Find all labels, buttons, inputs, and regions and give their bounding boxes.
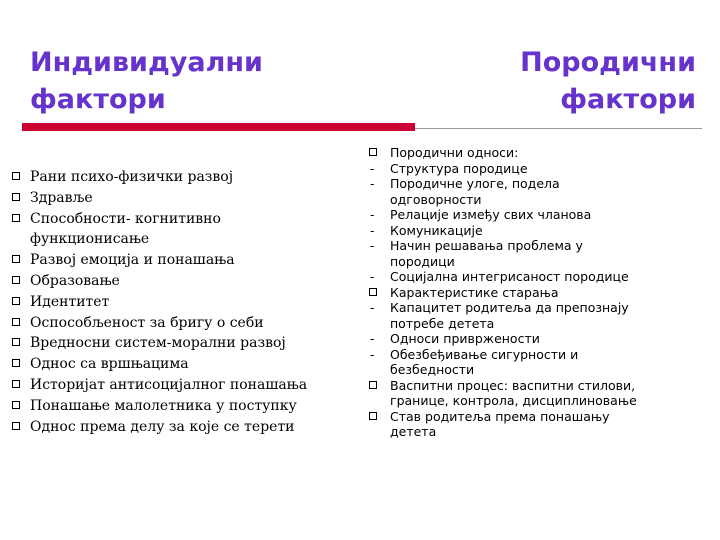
- left-list-item: [10, 417, 355, 438]
- list-item-text: Способности- когнитивно: [30, 210, 221, 227]
- left-title: [30, 44, 263, 118]
- right-list-item: [368, 161, 708, 177]
- left-title-line2: фактори: [30, 84, 166, 115]
- checkbox-bullet-icon: [12, 172, 20, 180]
- list-item-text: Здравље: [30, 189, 93, 206]
- list-item-text: Развој емоција и понашања: [30, 252, 235, 269]
- checkbox-bullet-icon: [12, 359, 20, 367]
- right-list-item: [368, 207, 708, 223]
- list-item-text: Однос према делу за које се терети: [30, 418, 295, 435]
- individual-factors-list: [10, 167, 355, 437]
- checkbox-bullet-icon: [12, 318, 20, 326]
- list-item-text: Обезбеђивање сигурности и: [390, 346, 579, 362]
- list-item-text: Породичне улоге, подела: [390, 176, 560, 191]
- right-title: [520, 44, 696, 118]
- right-list-item: [368, 331, 708, 347]
- list-item-text: Релације између свих чланова: [390, 207, 592, 222]
- left-list-item: [10, 375, 355, 396]
- left-list-item: [10, 209, 355, 251]
- list-item-text: безбедности: [390, 362, 475, 377]
- right-list-item: [368, 378, 708, 409]
- checkbox-bullet-icon: [12, 338, 20, 346]
- list-item-text: Структура породице: [390, 160, 528, 176]
- list-item-text: Социјална интегрисаност породице: [390, 269, 629, 284]
- list-item-text: Оспособљеност за бригу о себи: [30, 314, 264, 331]
- checkbox-bullet-icon: [369, 288, 377, 296]
- list-item-text: Односи привржености: [390, 331, 540, 346]
- list-item-text: Понашање малолетника у поступку: [30, 397, 297, 414]
- list-item-text: Образовање: [30, 272, 120, 289]
- list-item-text: Васпитни процес: васпитни стилови,: [390, 377, 636, 393]
- dash-bullet-icon: -: [370, 207, 375, 222]
- left-list-item: [10, 313, 355, 334]
- left-list-item: [10, 396, 355, 417]
- checkbox-bullet-icon: [369, 381, 377, 389]
- right-list-item: [368, 176, 708, 207]
- dash-bullet-icon: -: [370, 222, 375, 238]
- right-title-line2: фактори: [560, 84, 696, 115]
- left-list-item: [10, 333, 355, 354]
- right-list-item: [368, 409, 708, 440]
- list-item-text: Капацитет родитеља да препознају: [390, 300, 629, 315]
- dash-bullet-icon: -: [370, 269, 375, 284]
- dash-bullet-icon: -: [370, 176, 375, 191]
- list-item-text: Породични односи:: [390, 145, 519, 160]
- list-item-text: Став родитеља према понашању: [390, 408, 610, 424]
- checkbox-bullet-icon: [12, 380, 20, 388]
- checkbox-bullet-icon: [369, 148, 377, 156]
- left-list-item: [10, 188, 355, 209]
- left-list-item: [10, 292, 355, 313]
- dash-bullet-icon: -: [370, 346, 375, 362]
- checkbox-bullet-icon: [12, 422, 20, 430]
- list-item-text: Идентитет: [30, 293, 110, 310]
- checkbox-bullet-icon: [12, 193, 20, 201]
- checkbox-bullet-icon: [12, 276, 20, 284]
- list-item-text: функционисање: [30, 231, 150, 248]
- left-list-item: [10, 167, 355, 188]
- list-item-text: Вредносни систем-морални развој: [30, 335, 286, 352]
- dash-bullet-icon: -: [370, 238, 375, 253]
- right-list-item: [368, 238, 708, 269]
- right-list-item: [368, 347, 708, 378]
- list-item-text: Карактеристике старања: [390, 284, 559, 300]
- list-item-text: Комуникације: [390, 222, 483, 238]
- right-list-item: [368, 285, 708, 301]
- accent-bar: [22, 123, 415, 131]
- checkbox-bullet-icon: [12, 255, 20, 263]
- left-list-item: [10, 250, 355, 271]
- right-list-item: [368, 269, 708, 285]
- dash-bullet-icon: -: [370, 300, 375, 315]
- list-item-text: Начин решавања проблема у: [390, 238, 583, 253]
- right-title-line1: Породични: [520, 47, 696, 78]
- right-list-item: [368, 223, 708, 239]
- checkbox-bullet-icon: [12, 214, 20, 222]
- left-list-item: [10, 271, 355, 292]
- right-list-item: [368, 300, 708, 331]
- dash-bullet-icon: -: [370, 331, 375, 346]
- list-item-text: одговорности: [390, 191, 482, 207]
- family-factors-list: [368, 145, 708, 440]
- list-item-text: Однос са вршњацима: [30, 356, 189, 373]
- list-item-text: границе, контрола, дисциплиновање: [390, 393, 637, 408]
- list-item-text: породици: [390, 253, 455, 269]
- left-title-line1: Индивидуални: [30, 47, 263, 78]
- checkbox-bullet-icon: [12, 401, 20, 409]
- left-list-item: [10, 354, 355, 375]
- list-item-text: Рани психо-физички развој: [30, 169, 234, 185]
- list-item-text: потребе детета: [390, 315, 495, 331]
- list-item-text: Историјат антисоцијалног понашања: [30, 376, 308, 393]
- checkbox-bullet-icon: [369, 412, 377, 420]
- dash-bullet-icon: -: [370, 160, 375, 176]
- list-item-text: детета: [390, 424, 437, 439]
- checkbox-bullet-icon: [12, 297, 20, 305]
- right-list-item: [368, 145, 708, 161]
